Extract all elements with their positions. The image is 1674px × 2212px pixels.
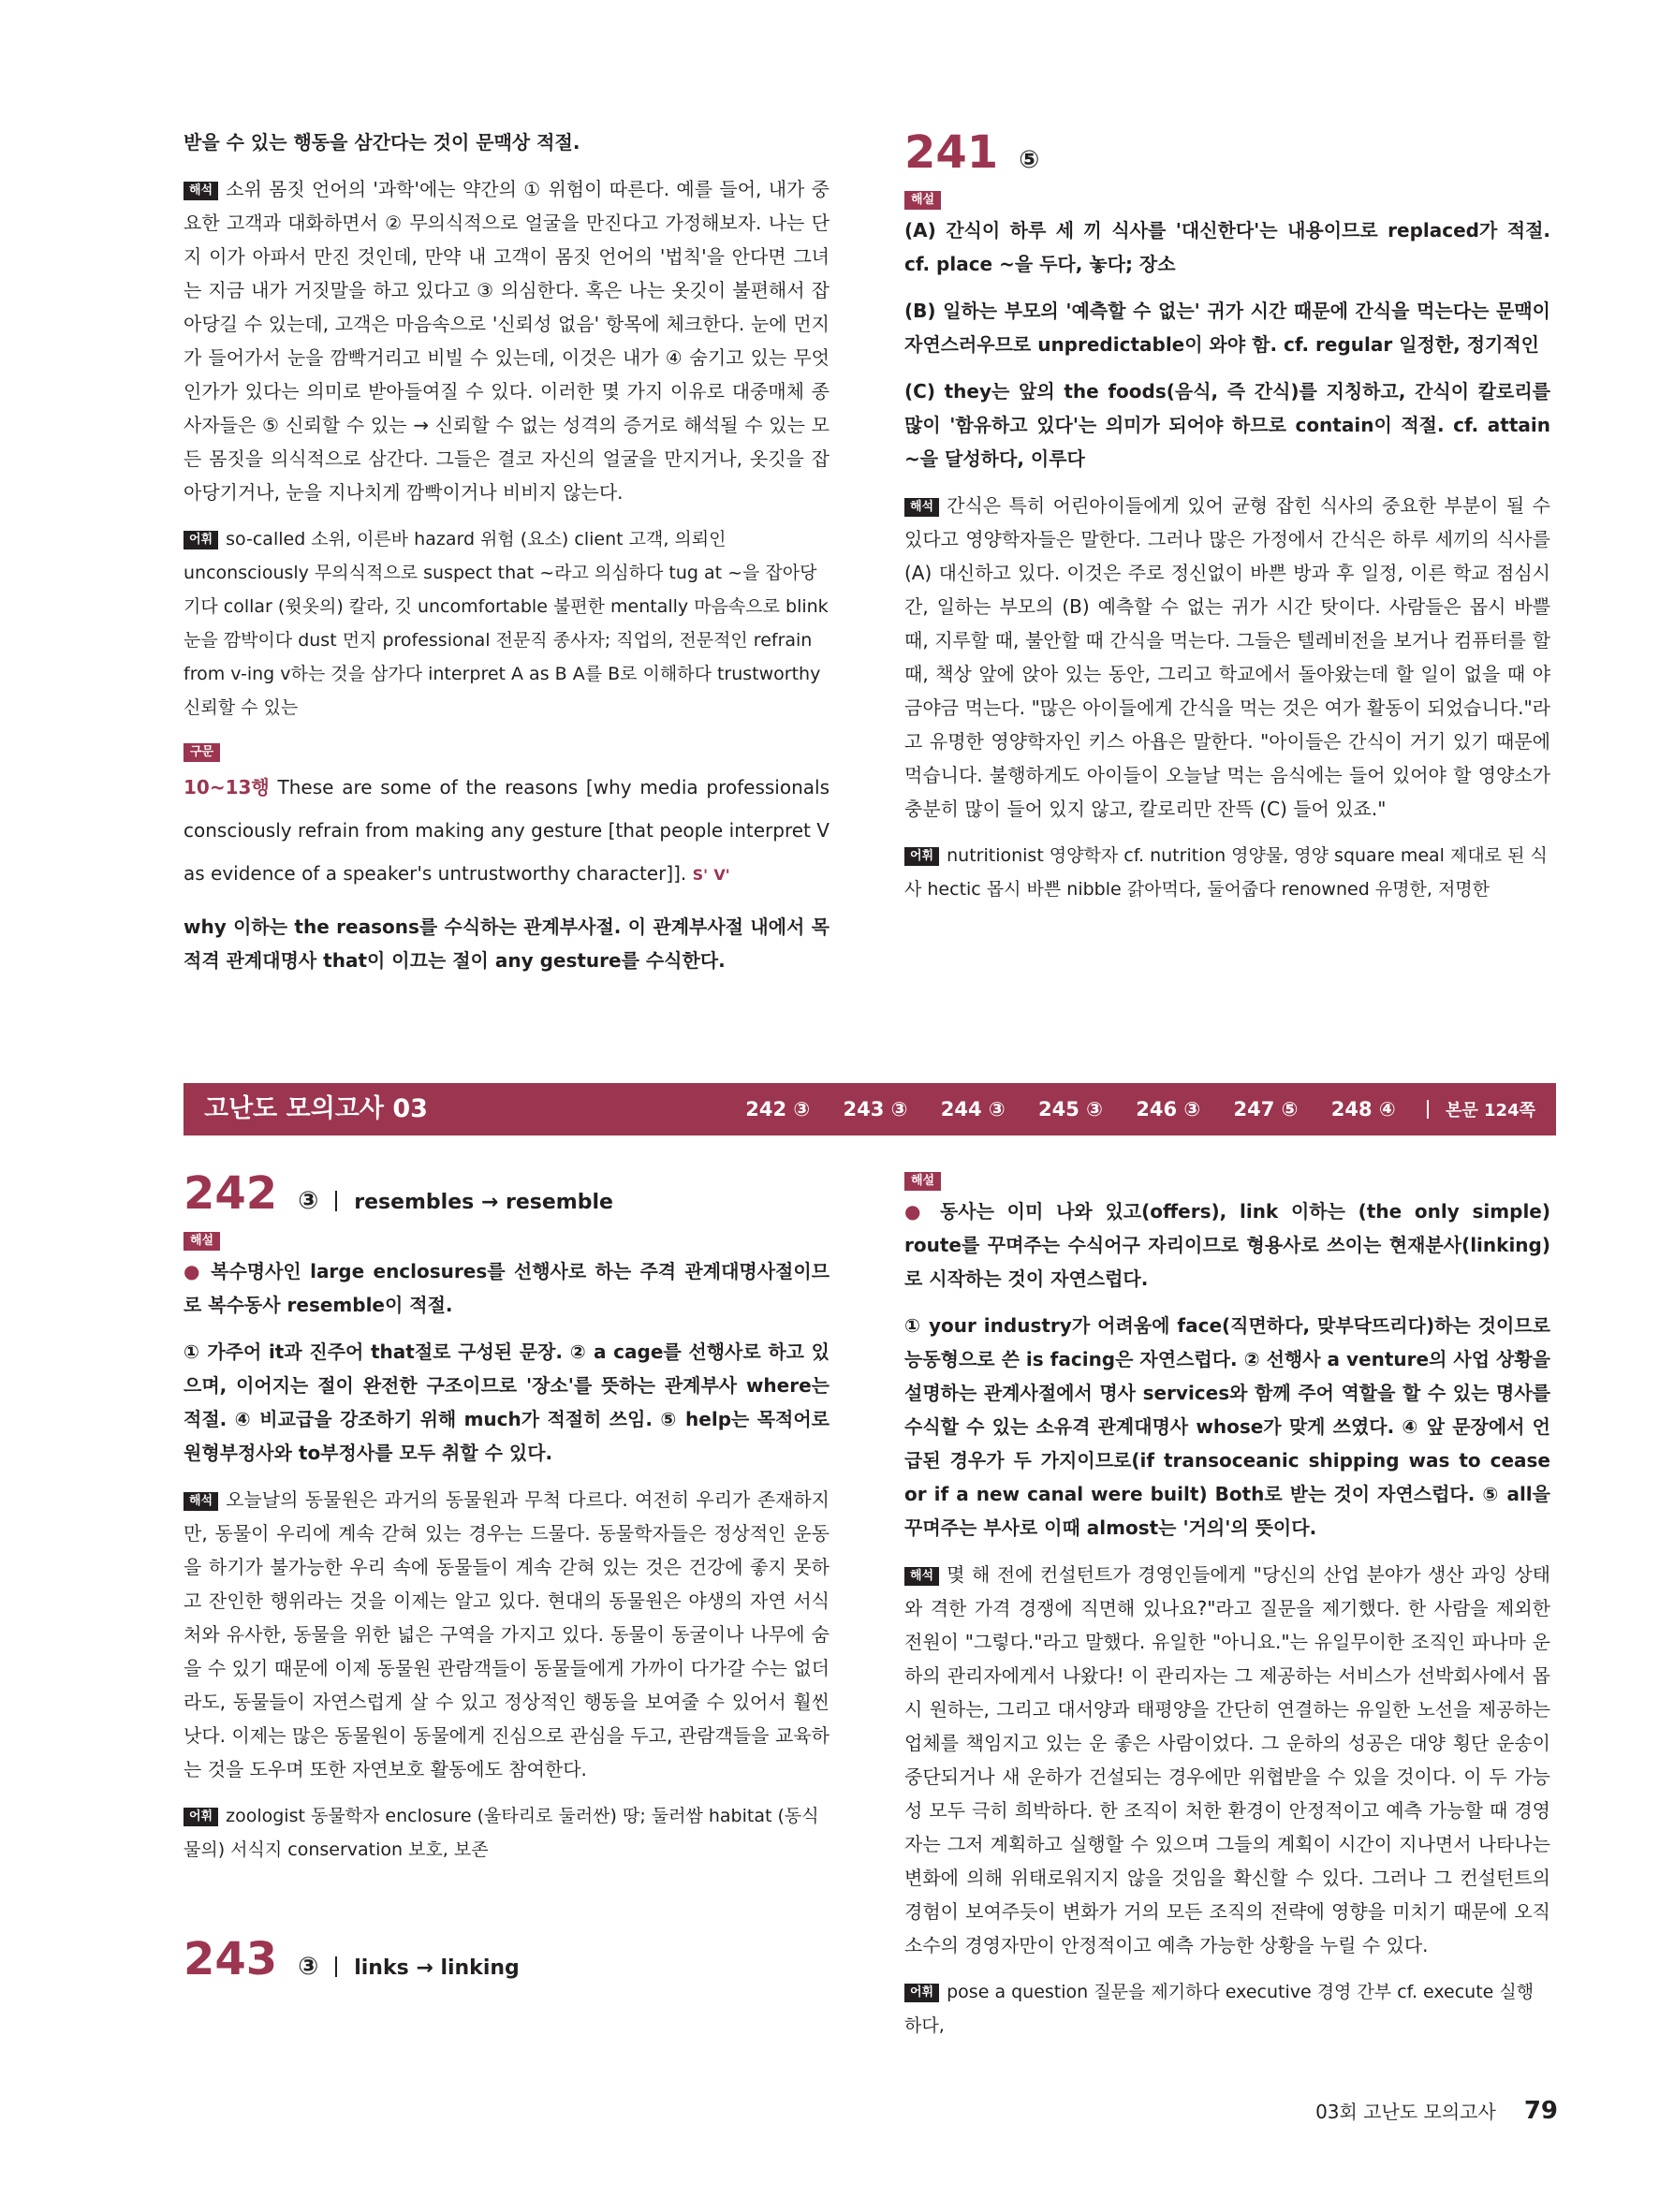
explain-main	[904, 1194, 1550, 1296]
translation-tag: 해석	[184, 182, 218, 200]
answer-key-item: 242 ③	[745, 1098, 811, 1121]
translation-tag: 해석	[904, 1567, 939, 1586]
vocab-text: nutritionist 영양학자 cf. nutrition 영양물, 영양 square meal 제대로 된 식사 hectic 몹시 바쁜 nibble 갉아먹다, 둘어줍다 renowned 유명한, 저명한	[904, 845, 1548, 900]
answer-key-item: 244 ③	[940, 1098, 1006, 1121]
vocab-tag: 어휘	[184, 531, 218, 549]
question-241-header	[904, 120, 1550, 185]
intro-line: 받을 수 있는 행동을 삼간다는 것이 문맥상 적절.	[184, 131, 580, 154]
syntax-note: why 이하는 the reasons를 수식하는 관계부사절. 이 관계부사절 내에서 목적격 관계대명사 that이 이끄는 절이 any gesture를 수식한다.	[184, 916, 830, 972]
question-242-header	[184, 1161, 830, 1226]
syntax-block	[184, 738, 830, 977]
page-footer	[1315, 2097, 1558, 2125]
vocab-text: so-called 소위, 이른바 hazard 위험 (요소) client 고객, 의뢰인 unconsciously 무의식적으로 suspect that ~라고 의심하다 tug at ~을 잡아당기다 collar (윗옷의) 칼라, 깃 uncomfortable 불편한 mentally 마음속으로 blink 눈을 깜박이다 dust 먼지 professional 전문직 종사자; 직업의, 전문적인 refrain from v-ing v하는 것을 삼가다 interpret A as B A를 B로 이해하다 trustworthy 신뢰할 수 있는	[184, 529, 829, 718]
header-separator	[335, 1191, 337, 1211]
translation-text: 간식은 특히 어린아이들에게 있어 균형 잡힌 식사의 중요한 부분이 될 수 있다고 영양학자들은 말한다. 그러나 많은 가정에서 간식은 하루 세끼의 식사를 (A) 대신하고 있다. 이것은 주로 정신없이 바쁜 방과 후 일정, 이른 학교 점심시간, 일하는 부모의 (B) 예측할 수 없는 귀가 시간 탓이다. 사람들은 몹시 바쁠 때, 지루할 때, 불안할 때 간식을 먹는다. 그들은 텔레비전을 보거나 컴퓨터를 할 때, 책상 앞에 앉아 있는 동안, 그리고 학교에서 돌아왔는데 할 일이 없을 때 야금야금 먹는다. "많은 아이들에게 간식을 먹는 것은 여가 활동이 되었습니다."라고 유명한 영양학자인 키스 아욥은 말한다. "아이들은 간식이 거기 있기 때문에 먹습니다. 불행하게도 아이들이 오늘날 먹는 음식에는 들어 있어야 할 영양소가 충분히 많이 들어 있지 않고, 칼로리만 잔뜩 (C) 들어 있죠."	[904, 494, 1550, 820]
vocab-tag: 어휘	[904, 1984, 939, 2002]
translation-tag: 해석	[904, 498, 939, 517]
explain-main	[184, 1254, 830, 1322]
explain-tag: 해설	[904, 1172, 941, 1191]
question-number: 243	[184, 1933, 278, 1985]
vocab-paragraph	[184, 1799, 830, 1867]
vocab-paragraph	[904, 839, 1550, 906]
vocab-tag: 어휘	[904, 847, 939, 866]
banner-page-ref: 본문 124쪽	[1445, 1101, 1535, 1121]
question-243-body	[904, 1166, 1550, 2056]
translation-text: 오늘날의 동물원은 과거의 동물원과 무척 다르다. 여전히 우리가 존재하지만, 동물이 우리에 계속 갇혀 있는 경우는 드물다. 동물학자들은 정상적인 운동을 하기가 불가능한 우리 속에 동물들이 계속 갇혀 있는 것은 건강에 좋지 못하고 잔인한 행위라는 것을 이제는 알고 있다. 현대의 동물원은 야생의 자연 서식처와 유사한, 동물을 위한 넓은 구역을 가지고 있다. 동물이 동굴이나 나무에 숨을 수 있기 때문에 이제 동물원 관람객들이 동물들에게 가까이 다가갈 수는 없더라도, 동물들이 자연스럽게 살 수 있고 정상적인 행동을 보여줄 수 있어서 훨씬 낫다. 이제는 많은 동물원이 동물에게 진심으로 관심을 두고, 관람객들을 교육하는 것을 도우며 또한 자연보호 활동에도 참여한다.	[184, 1488, 830, 1780]
explain-tag: 해설	[184, 1232, 220, 1251]
footer-label: 03회 고난도 모의고사	[1315, 2101, 1496, 2123]
question-answer: ③	[298, 1953, 319, 1981]
vocab-tag: 어휘	[184, 1808, 218, 1826]
syntax-tag: 구문	[184, 743, 220, 762]
explain-tag: 해설	[904, 191, 941, 210]
translation-text: 몇 해 전에 컨설턴트가 경영인들에게 "당신의 산업 분야가 생산 과잉 상태와 격한 가격 경쟁에 직면해 있나요?"라고 질문을 제기했다. 한 사람을 제외한 전원이 "그렇다."라고 말했다. 유일한 "아니요."는 유일무이한 조직인 파나마 운하의 관리자에게서 나왔다! 이 관리자는 그 제공하는 서비스가 선박회사에서 몹시 원하는, 그리고 대서양과 태평양을 간단히 연결하는 유일한 노선을 제공하는 업체를 책임지고 있는 운 좋은 사람이었다. 그 운하의 성공은 대양 횡단 운송이 중단되거나 새 운하가 건설되는 경우에만 위협받을 수 있을 것이다. 이 두 가능성 모두 극히 희박하다. 한 조직이 처한 환경이 안정적이고 예측 가능할 때 경영자는 그저 계획하고 실행할 수 있으며 그들의 계획이 시간이 지나면서 나타나는 변화에 의해 위태로워지지 않을 것임을 확신할 수 있다. 그러나 그 컨설턴트의 경험이 보여주듯이 변화가 거의 모든 조직의 전략에 영향을 미치기 때문에 오직 소수의 경영자만이 안정적이고 예측 가능한 상황을 누릴 수 있다.	[904, 1563, 1550, 1956]
question-number: 241	[904, 126, 999, 179]
translation-paragraph	[904, 1558, 1550, 1962]
explain-b: (B) 일하는 부모의 '예측할 수 없는' 귀가 시간 때문에 간식을 먹는다는 문맥이 자연스러우므로 unpredictable이 와야 함. cf. regular 일정한, 정기적인	[904, 300, 1550, 356]
syntax-ref: 10~13행	[184, 776, 270, 798]
question-correction: resembles → resemble	[354, 1191, 613, 1214]
syntax-sentence-text: These are some of the reasons [why media professionals consciously refrain from making any gesture [that people interpret V as evidence of a speaker's untrustworthy character]].	[184, 776, 830, 885]
answer-key-item: 246 ③	[1136, 1098, 1201, 1121]
question-241	[904, 120, 1550, 919]
answer-key-item: 243 ③	[843, 1098, 908, 1121]
translation-paragraph	[904, 489, 1550, 826]
answer-key-item: 245 ③	[1037, 1098, 1103, 1121]
left-top-column	[184, 125, 830, 990]
translation-tag: 해석	[184, 1492, 218, 1511]
test-banner	[184, 1083, 1556, 1135]
syntax-mark-verb: V'	[713, 866, 730, 884]
question-answer: ⑤	[1019, 146, 1040, 174]
syntax-mark-subject: S'	[692, 866, 709, 884]
syntax-sentence	[184, 766, 830, 897]
explain-a: (A) 간식이 하루 세 끼 식사를 '대신한다'는 내용이므로 replaced가 적절. cf. place ~을 두다, 놓다; 장소	[904, 219, 1550, 275]
header-separator	[335, 1956, 337, 1977]
answer-key-item: 248 ④	[1330, 1098, 1396, 1121]
explain-c: (C) they는 앞의 the foods(음식, 즉 간식)를 지칭하고, 간식이 칼로리를 많이 '함유하고 있다'는 의미가 되어야 하므로 contain이 적절. cf. attain ~을 달성하다, 이루다	[904, 380, 1550, 470]
question-correction: links → linking	[354, 1956, 520, 1980]
bullet-icon: ●	[184, 1260, 202, 1282]
translation-paragraph	[184, 172, 830, 509]
translation-paragraph	[184, 1483, 830, 1786]
vocab-text: pose a question 질문을 제기하다 executive 경영 간부 cf. execute 실행하다,	[904, 1982, 1534, 2036]
vocab-paragraph	[904, 1975, 1550, 2043]
explain-main-text: 동사는 이미 나와 있고(offers), link 이하는 (the only simple) route를 꾸며주는 수식어구 자리이므로 형용사로 쓰이는 현재분사(linking)로 시작하는 것이 자연스럽다.	[904, 1200, 1551, 1290]
page-number: 79	[1523, 2097, 1558, 2125]
question-answer: ③	[298, 1187, 319, 1215]
answer-key-item: 247 ⑤	[1233, 1098, 1299, 1121]
banner-answer-key	[719, 1083, 1535, 1137]
bullet-icon: ●	[904, 1200, 928, 1223]
explain-detail: ① 가주어 it과 진주어 that절로 구성된 문장. ② a cage를 선행사로 하고 있으며, 이어지는 절이 완전한 구조이므로 '장소'를 뜻하는 관계부사 where는 적절. ④ 비교급을 강조하기 위해 much가 적절히 쓰임. ⑤ help는 목적어로 원형부정사와 to부정사를 모두 취할 수 있다.	[184, 1340, 830, 1464]
question-243-header	[184, 1926, 830, 1992]
banner-divider	[1427, 1100, 1429, 1119]
vocab-text: zoologist 동물학자 enclosure (울타리로 둘러싼) 땅; 둘러쌈 habitat (동식물의) 서식지 conservation 보호, 보존	[184, 1806, 819, 1860]
vocab-paragraph	[184, 522, 830, 725]
explain-detail: ① your industry가 어려움에 face(직면하다, 맞부닥뜨리다)하는 것이므로 능동형으로 쓴 is facing은 자연스럽다. ② 선행사 a venture의 사업 상황을 설명하는 관계사절에서 명사 services와 함께 주어 역할을 할 수 있는 명사를 수식할 수 있는 소유격 관계대명사 whose가 맞게 쓰였다. ④ 앞 문장에서 언급된 경우가 두 가지이므로(if transoceanic shipping was to cease or if a new canal were built) Both로 받는 것이 자연스럽다. ⑤ all을 꾸며주는 부사로 이때 almost는 '거의'의 뜻이다.	[904, 1314, 1550, 1539]
question-242	[184, 1161, 830, 1880]
banner-title: 고난도 모의고사 03	[204, 1094, 428, 1123]
question-number: 242	[184, 1167, 278, 1220]
explain-main-text: 복수명사인 large enclosures를 선행사로 하는 주격 관계대명사절이므로 복수동사 resemble이 적절.	[184, 1260, 830, 1316]
translation-text: 소위 몸짓 언어의 '과학'에는 약간의 ① 위험이 따른다. 예를 들어, 내가 중요한 고객과 대화하면서 ② 무의식적으로 얼굴을 만진다고 가정해보자. 나는 단지 이가 아파서 만진 것인데, 만약 내 고객이 몸짓 언어의 '법칙'을 안다면 그녀는 지금 내가 거짓말을 하고 있다고 ③ 의심한다. 혹은 나는 옷깃이 불편해서 잡아당길 수 있는데, 고객은 마음속으로 '신뢰성 없음' 항목에 체크한다. 눈에 먼지가 들어가서 눈을 깜빡거리고 비빌 수 있는데, 이것은 내가 ④ 숨기고 있는 무엇인가가 있다는 의미로 받아들여질 수 있다. 이러한 몇 가지 이유로 대중매체 종사자들은 ⑤ 신뢰할 수 있는 → 신뢰할 수 없는 성격의 증거로 해석될 수 있는 모든 몸짓을 의식적으로 삼간다. 그들은 결코 자신의 얼굴을 만지거나, 옷깃을 잡아당기거나, 눈을 지나치게 깜빡이거나 비비지 않는다.	[184, 178, 830, 504]
